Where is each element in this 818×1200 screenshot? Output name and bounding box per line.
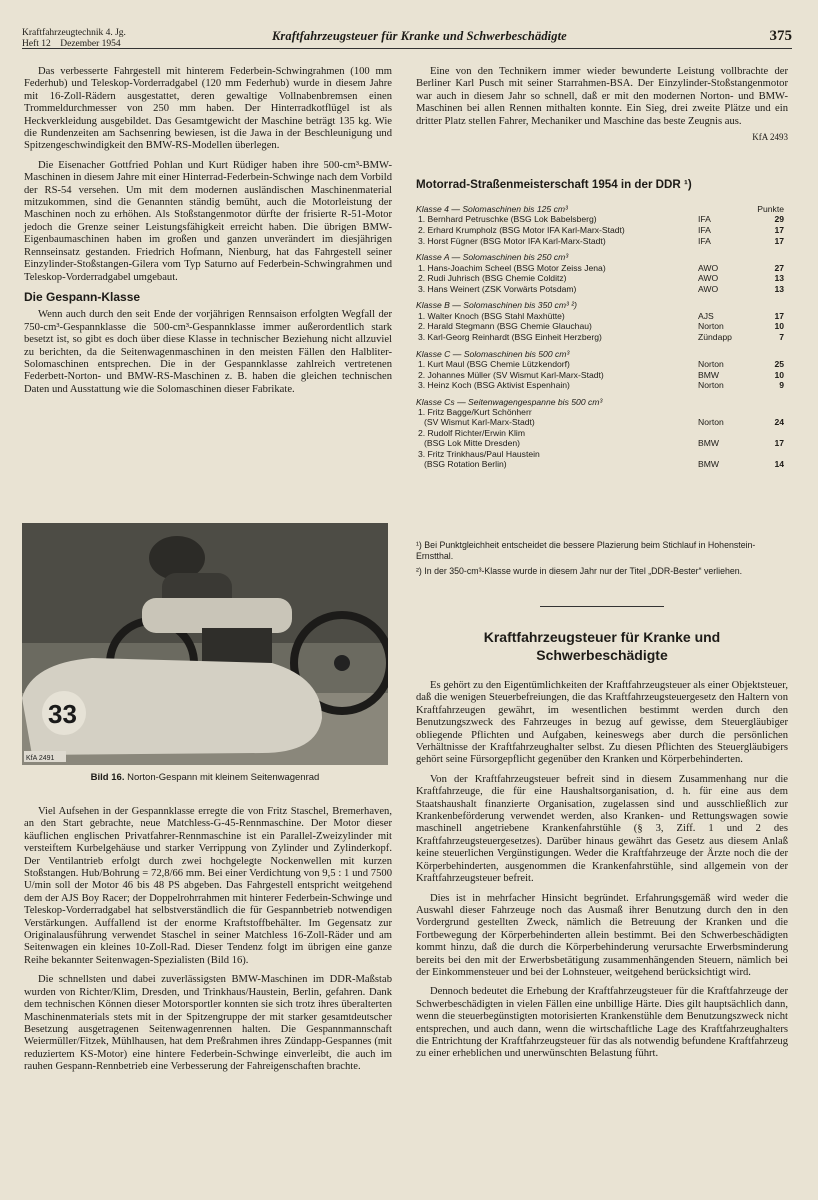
class-heading: Klasse Cs — Seitenwagengespanne bis 500 cm³ (416, 396, 603, 407)
table-row: 3. Hans Weinert (ZSK Vorwärts Potsdam) AWO 13 (418, 283, 784, 294)
table-row: 1. Kurt Maul (BSG Chemie Lützkendorf) Norton 25 (418, 358, 784, 369)
paragraph: Das verbesserte Fahrgestell mit hinterem Federbein-Schwingrahmen (100 mm Federhub) und Teleskop-Vorderradgabel (120 mm Federhub) wurde in diesem Jahre mit 16-Zoll-Rädern ausgestattet, deren gewaltige Vollnabenbremsen einen Trommeldurchmesser von 250 mm haben. Der Hinterradkotflügel ist als Heckverkleidung ausgebildet. Das Gesamtgewicht der Maschine beträgt 135 kg. Wie die Rundenzeiten am Sachsenring bewiesen, ist die Jawa in der Beschleunigung und Spitzengeschwindigkeit den BMW-RS-Modellen überlegen. (24, 66, 392, 152)
class-heading: Klasse A — Solomaschinen bis 250 cm³ (416, 252, 569, 263)
class-heading: Klasse C — Solomaschinen bis 500 cm³ (416, 348, 570, 359)
table-row: 2. Rudolf Richter/Erwin Klim (BSG Lok Mitte Dresden) BMW 17 (418, 428, 784, 449)
reference-code: KfA 2493 (752, 132, 788, 143)
paragraph: Dennoch bedeutet die Erhebung der Kraftfahrzeugsteuer für die Kraftfahrzeuge der Schwerbeschädigten in vielen Fällen eine unbillige Härte. Dies gilt hauptsächlich dann, wenn die steuerbegünstigten motorisierten Krankenstühle dem Benutzungszweck nicht entsprechen, und auch dann, wenn die wirtschaftliche Lage des Kraftfahrzeughalters die Entrichtung der Kraftfahrzeugsteuer für das als notwendig befundene Kraftfahrzeug zu einer erheblichen und unerwünschten Belastung führt. (416, 986, 788, 1060)
table-row: 1. Bernhard Petruschke (BSG Lok Babelsberg) IFA 29 (418, 214, 784, 225)
photo-caption (22, 772, 388, 783)
running-title: Kraftfahrzeugsteuer für Kranke und Schwerbeschädigte (272, 29, 567, 43)
photo-number: 33 (48, 699, 77, 729)
right-column-top (416, 66, 788, 143)
journal-info (22, 28, 126, 49)
paragraph: Von der Kraftfahrzeugsteuer befreit sind in diesem Zusammenhang nur die Kraftfahrzeuge, die für eine Haushaltsorganisation, d. h. für eine aus dem Staatshaushalt finanzierte Organisation, zugelassen sind und ausschließlich zur Krankenbeförderung verwendet werden, also Kranken- und Rettungswagen sowie maschinell angetriebene Krankenfahrstühle (§ 3, Ziff. 1 und 2 des Kraftfahrzeugsteuergesetzes). Darüber hinaus gewährt das Gesetz aus diesem Anlaß keine steuerlichen Vergünstigungen. Weder die Kraftfahrzeuge der Ärzte noch die der Körperbehinderten, ausgenommen die Krankenfahrstühle, sind allgemein von der Kraftfahrzeugsteuer befreit. (416, 773, 788, 885)
table-row: 1. Fritz Bagge/Kurt Schönherr (SV Wismut Karl-Marx-Stadt) Norton 24 (418, 407, 784, 428)
paragraph: Eine von den Technikern immer wieder bewunderte Leistung vollbrachte der Berliner Karl Pusch mit seiner Starrahmen-BSA. Der Einzylinder-Stoßstangenmotor war auch in diesem Jahr so schnell, daß er mit den modernen Norton- und BMW-Maschinen bei allen Rennen mithalten konnte. Ein Sieg, drei zweite Plätze und ein dritter Platz stellen Fahrer, Mechaniker und Maschine das beste Zeugnis aus. (416, 66, 788, 127)
section-heading: Die Gespann-Klasse (24, 289, 141, 304)
class-name: Klasse 4 — Solomaschinen bis 125 cm³ (416, 204, 568, 214)
paragraph: Viel Aufsehen in der Gespannklasse erregte die von Fritz Staschel, Bremerhaven, an den Start gebrachte, neue Matchless-G-45-Rennmaschine. Der Motor dieser käuflichen englischen Privatfahrer-Rennmaschine ist ein Parallel-Zweizylinder mit versteiftem Kurbelgehäuse und starker Verrippung von Zylinder und Zylinderkopf. Der Ventilantrieb erfolgt durch zwei hochgelegte Nockenwellen mit kurzen Stoßstangen. Hub/Bohrung = 72,8/66 mm. Bei einer Verdichtung von 9,5 : 1 und 7500 U/min soll der Motor 46 bis 48 PS abgeben. Das Fahrgestell entspricht weitgehend dem der AJS Boy Racer; der Doppelrohrrahmen mit hinterer Federbein-Schwinge und Teleskop-Vorderradgabel hat selbstverständlich die für Gespannbetrieb notwendigen Verstärkungen. Auffallend ist der enorme Kraftstoffbehälter. Im Gegensatz zur Originalausführung verwendet Staschel in seiner Matchless 16-Zoll-Räder und am Seitenwagen ein kleines 10-Zoll-Rad. Dieser Tendenz folgt im übrigen eine ganze Reihe bekannter Seitenwagen-Spezialisten (Bild 16). (24, 806, 392, 966)
journal-line-2: Heft 12 Dezember 1954 (22, 38, 121, 49)
table-row: 2. Erhard Krumpholz (BSG Motor IFA Karl-Marx-Stadt) IFA 17 (418, 225, 784, 235)
article-title (416, 628, 788, 664)
table-row: 2. Johannes Müller (SV Wismut Karl-Marx-Stadt) BMW 10 (418, 369, 784, 380)
table-title: Motorrad-Straßenmeisterschaft 1954 in der DDR ¹) (416, 178, 692, 191)
table-row: 3. Karl-Georg Reinhardt (BSG Einheit Herzberg) Zündapp 7 (418, 331, 784, 342)
caption-label: Bild 16. (90, 772, 125, 783)
class-heading: Klasse B — Solomaschinen bis 350 cm³ ²) (416, 300, 577, 311)
left-column-top (24, 66, 392, 403)
results-table (416, 198, 788, 470)
section-divider (540, 606, 664, 607)
paragraph: Die Eisenacher Gottfried Pohlan und Kurt Rüdiger haben ihre 500-cm³-BMW-Maschinen in diesem Jahre mit einer Hinterrad-Federbein-Schwinge nach dem Vorbild der RS-54 versehen. Um mit dem modernen ausländischen Maschinenmaterial mitzukommen, sind die Genannten ständig bemüht, auch die Motorleistung der Maschinen noch zu erhöhen. Als Stoßstangenmotor dürfte der frisierte R-51-Motor jedoch die Grenze seiner Leistungsfähigkeit erreicht haben. Die übrigen BMW-Eigenbaumaschinen haben im großen und ganzen unverändert im diesjährigen Rennseinsatz gestanden. Friedrich Hofmann, Nienburg, hat das Fahrgestell seiner Einzylinder-Stoßstangen-Gilera vom Typ Saturno auf Federbein-Schwingrahmen und Teleskop-Vorderradgabel umgebaut. (24, 159, 392, 283)
footnote-1: ¹) Bei Punktgleichheit entscheidet die bessere Plazierung beim Stichlauf in Hohenstein-Ernstthal. (416, 540, 756, 561)
caption-text: Norton-Gespann mit kleinem Seitenwagenrad (127, 772, 320, 783)
table-row: 3. Fritz Trinkhaus/Paul Haustein (BSG Rotation Berlin) BMW 14 (418, 449, 784, 470)
page-header (22, 28, 792, 49)
article-title-line-1: Kraftfahrzeugsteuer für Kranke und (483, 629, 721, 645)
paragraph: Dies ist in mehrfacher Hinsicht begründet. Erfahrungsgemäß wird weder die Auswahl dieser Fahrzeuge noch das Ausmaß ihrer Benutzung durch den in den Vordergrund gestellten Zweck, nämlich die Betreuung der Kranken und die Fortbewegung der Körperbehinderten allein bestimmt. Bei den Schwerbeschädigten kommt hinzu, daß die durch die Körperbehinderung verursachte Erwerbsminderung bereits bei den mit der Erwerbsbetätigung zusammenhängenden Steuern, nämlich bei der Einkommensteuer und bei der Lohnsteuer, weitgehend berücksichtigt wird. (416, 892, 788, 978)
table-row: 1. Hans-Joachim Scheel (BSG Motor Zeiss Jena) AWO 27 (418, 262, 784, 273)
article-title-line-2: Schwerbeschädigte (536, 647, 668, 663)
points-header: Punkte (757, 204, 784, 214)
table-row: 3. Heinz Koch (BSG Aktivist Espenhain) Norton 9 (418, 380, 784, 391)
journal-line-1: Kraftfahrzeugtechnik 4. Jg. (22, 28, 126, 38)
sidecar-photo (22, 523, 388, 765)
page-number: 375 (769, 28, 792, 44)
left-column-bottom (24, 806, 392, 1081)
paragraph: Wenn auch durch den seit Ende der vorjährigen Rennsaison erfolgten Wegfall der 750-cm³-Gespannklasse die 500-cm³-Gespannklasse immer außerordentlich stark besetzt ist, so gibt es doch über diese Klasse in technischer Beziehung nicht allzuviel zu berichten, da die Seitenwagenmaschinen in den meisten Fällen den Halbliter-Solomaschinen entsprechen. Die in der Gespannklasse zahlreich vertretenen Federbett-Norton- und BMW-RS-Maschinen z. B. haben die gleichen technischen Daten und Ausstattung wie die Solomaschinen dieser Fabrikate. (24, 309, 392, 395)
photo-illustration (22, 523, 388, 765)
paragraph: Es gehört zu den Eigentümlichkeiten der Kraftfahrzeugsteuer als einer Objektsteuer, daß die wenigen Steuerbefreiungen, die das Kraftfahrzeugsteuergesetz den Haltern von Kraftfahrzeugen gewährt, im wesentlichen bestimmt werden durch den Benutzungszweck des Fahrzeuges in bezug auf gewisse, dem Steuergläubiger obliegende Pflichten und Aufgaben, keineswegs aber durch die persönlichen Verhältnisse der Kraftfahrzeughalter selbst. Zu diesen Pflichten des Steuergläubigers gehört seine Fürsorgepflicht gegenüber den Kranken und Körperbehinderten. (416, 680, 788, 766)
class-heading (416, 204, 788, 214)
photo-stamp: KfA 2491 (26, 755, 55, 762)
article-body (416, 680, 788, 1068)
paragraph: Die schnellsten und dabei zuverlässigsten BMW-Maschinen im DDR-Maßstab wurden von Richter/Klim, Dresden, und Trinkhaus/Haustein, Berlin, gefahren. Dank dem technischen Können dieser Motorsportler konnten sie sich trotz ihres überalterten Maschinenmaterials stets mit in der Spitzengruppe der mit starker gesamtdeutscher Besetzung ausgetragenen Seitenwagenrennen halten. Die Gespannmannschaft Weiermüller/Fitzek, Mühlhausen, hat dem Preßrahmen ihres Zündapp-Gespannes (mit reduziertem KS-Motor) eine hintere Federbein-Schwinge einverleibt, die auch im rauhen Gespann-Rennbetrieb eine Verbesserung der Fahreigenschaften brachte. (24, 974, 392, 1073)
footnote-2: ²) In der 350-cm³-Klasse wurde in diesem Jahr nur der Titel „DDR-Bester“ verliehen. (416, 566, 743, 576)
table-row: 3. Horst Fügner (BSG Motor IFA Karl-Marx-Stadt) IFA 17 (418, 235, 784, 246)
table-row: 2. Harald Stegmann (BSG Chemie Glauchau) Norton 10 (418, 321, 784, 332)
table-row: 2. Rudi Juhrisch (BSG Chemie Colditz) AWO 13 (418, 273, 784, 284)
table-row: 1. Walter Knoch (BSG Stahl Maxhütte) AJS 17 (418, 310, 784, 321)
